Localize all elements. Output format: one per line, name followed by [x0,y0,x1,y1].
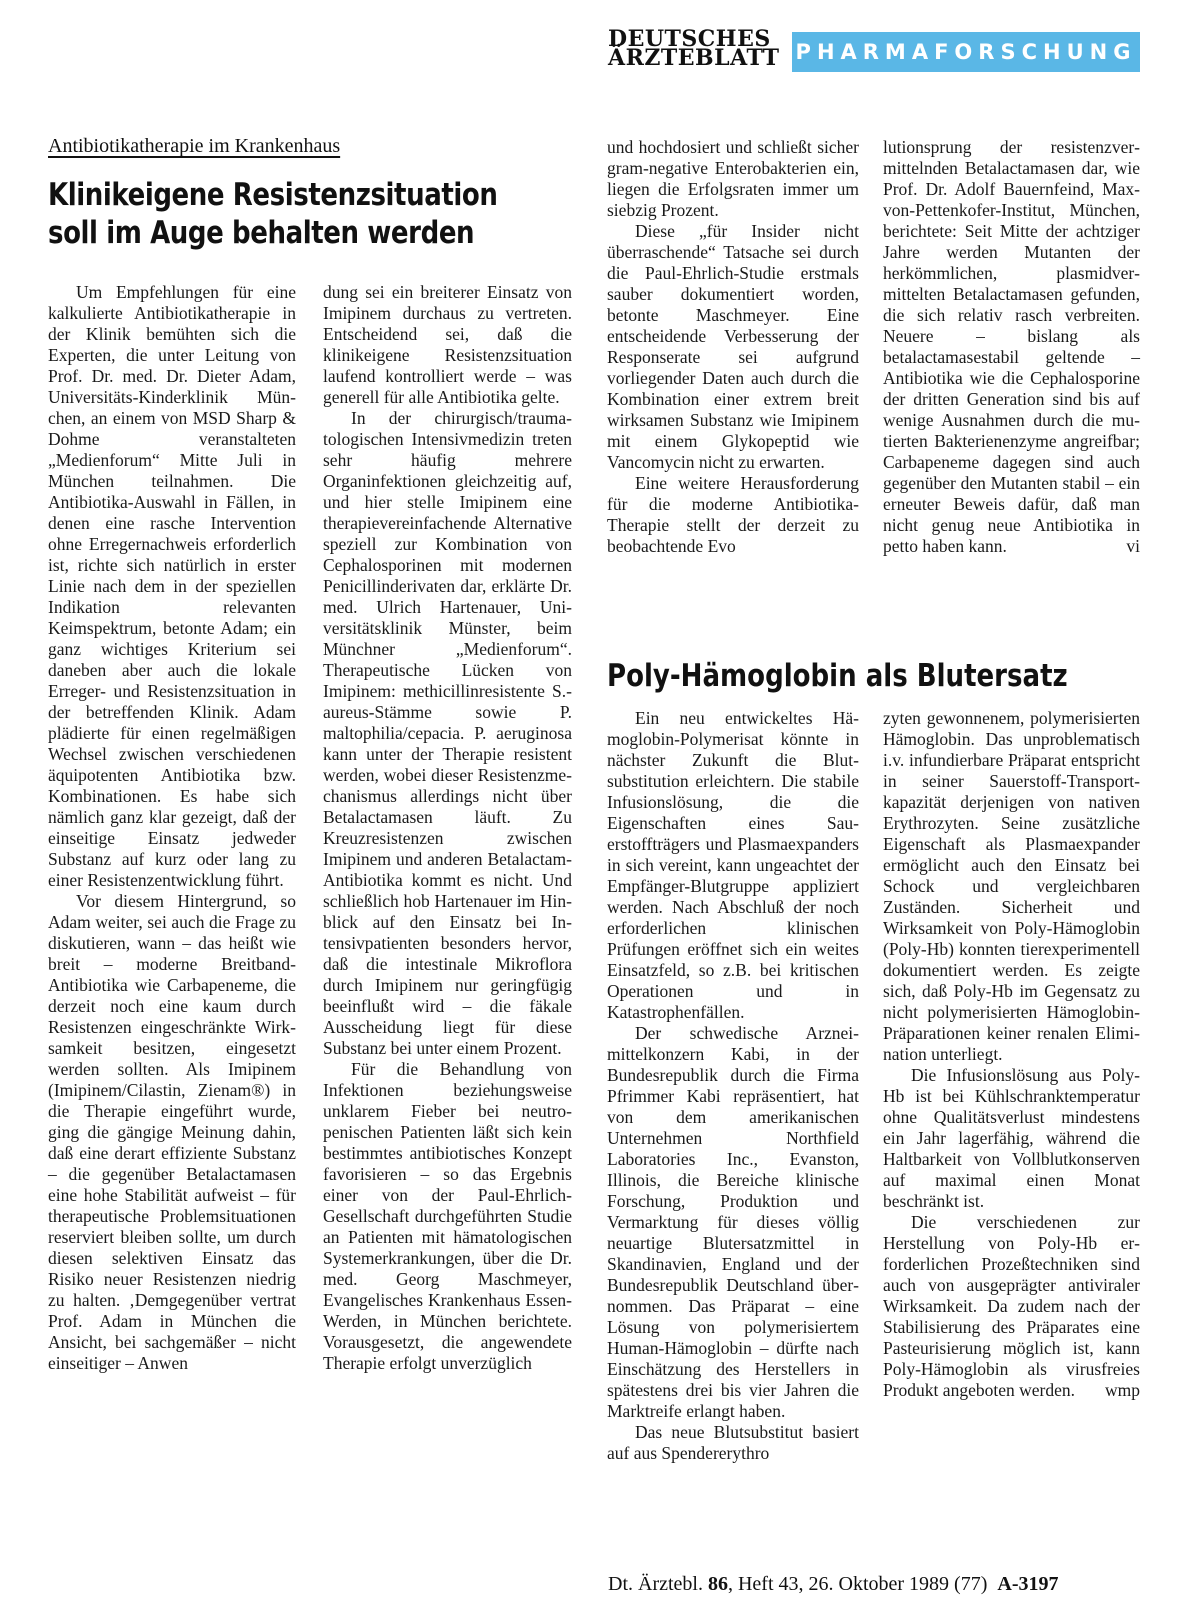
paragraph: und hochdosiert und schließt sicher gram-negative Enterobakterien ein, liegen die Erfolgsraten immer um siebzig Prozent. [607,137,859,220]
issue-date: , Heft 43, 26. Oktober 1989 (77) [727,1573,988,1595]
paragraph: Vor diesem Hintergrund, so Adam weiter, sei auch die Frage zu diskutieren, wann – das heißt wie breit – moderne Breitband-Antibiotika wie Carbapeneme, die derzeit noch eine kaum durch Resistenzen eingeschränkte Wirksamkeit besitzen, eingesetzt werden sollten. Als Imipinem (Imipinem/Cilastin, Zienam®) in die Therapie eingeführt wurde, ging die gängige Meinung dahin, daß eine derart effiziente Substanz – die gegenüber Betalactamasen eine hohe Stabilität aufweist – für therapeutische Problemsituationen reserviert bleiben sollte, um durch diesen selektiven Einsatz das Risiko neuer Resistenzen niedrig zu halten. ‚Demgegenüber vertrat Prof. Adam in München die Ansicht, bei sachgemäßer – nicht einseitiger – Anwen [48,891,296,1373]
paragraph: In der chirurgisch/traumatologischen Intensivmedizin treten sehr häufig mehrere Organinfektionen gleichzeitig auf, und hier stelle Imipinem eine therapievereinfachende Alternative speziell zur Kombination von Cephalosporinen mit modernen Penicillinderivaten dar, erklärte Dr. med. Ulrich Hartenauer, Universitätsklinik Münster, beim Münchner „Medienforum“. Therapeutische Lücken von Imipinem: methicillinresistente S.-aureus-Stämme sowie P. maltophilia/cepacia. P. aeruginosa kann unter der Therapie resistent werden, wobei dieser Resistenzmechanismus allerdings nicht über Betalactamasen läuft. Zu Kreuzresistenzen zwischen Imipinem und anderen Betalactam-Antibiotika kommt es nicht. Und schließlich hob Hartenauer im Hinblick auf den Einsatz bei Intensivpatienten besonders hervor, daß die intestinale Mikroflora durch Imipinem nur geringfügig beeinflußt wird – die fäkale Ausscheidung liegt für diese Substanz bei unter einem Prozent. [323,408,572,1058]
paragraph: Die Infusionslösung aus Poly-Hb ist bei Kühlschranktemperatur ohne Qualitätsverlust mindestens ein Jahr lagerfähig, während die Haltbarkeit von Vollblutkonserven auf maximal einen Monat beschränkt ist. [883,1065,1140,1211]
article2-column1 [607,708,859,1464]
author-signature: wmp [1105,1380,1140,1400]
headline-line2: soll im Auge behalten werden [48,215,475,251]
paragraph: Um Empfehlungen für eine kalkulierte Antibiotikatherapie in der Klinik bemühten sich die Experten, die unter Leitung von Prof. Dr. med. Dr. Dieter Adam, Universitäts-Kinderklinik München, an einem von MSD Sharp & Dohme veranstalteten „Medienforum“ Mitte Juli in München teilnahmen. Die Antibiotika-Auswahl in Fällen, in denen eine rasche Intervention ohne Erregernachweis erforderlich ist, richte sich natürlich in erster Linie nach dem in der speziellen Indikation relevanten Keimspektrum, betonte Adam; ein ganz wichtiges Kriterium sei daneben aber auch die lokale Erreger- und Resistenzsituation in der betreffenden Klinik. Adam plädierte für einen regelmäßigen Wechsel zwischen verschiedenen äquipotenten Antibiotika bzw. Kombinationen. Es habe sich nämlich ganz klar gezeigt, daß der einseitige Einsatz jedweder Substanz auf kurz oder lang zu einer Resistenzentwicklung führt. [48,282,296,890]
article-headline [48,176,498,252]
masthead-line2: ÄRZTEBLATT [608,45,780,71]
paragraph: Der schwedische Arzneimittelkonzern Kabi, in der Bundesrepublik durch die Firma Pfrimmer Kabi repräsentiert, hat von dem amerikanischen Unternehmen Northfield Laboratories Inc., Evanston, Illinois, die Bereiche klinische Forschung, Produktion und Vermarktung für dieses völlig neuartige Blutersatzmittel in Skandinavien, England und der Bundesrepublik Deutschland übernommen. Das Präparat – eine Lösung von polymerisiertem Human-Hämoglobin – dürfte nach Einschätzung des Herstellers in spätestens drei bis vier Jahren die Marktreife erlangt haben. [607,1023,859,1421]
paragraph-text: lutionsprung der resistenzvermittelnden Betalactamasen dar, wie Prof. Dr. Adolf Bauernfeind, Max-von-Pettenkofer-Institut, München, berichtete: Seit Mitte der achtziger Jahre werden Mutanten der herkömmlichen, plasmidvermittelten Betalactamasen gefunden, die sich relativ rasch verbreiten. Neuere – bislang als betalactamasestabil geltende – Antibiotika wie die Cephalosporine der dritten Generation sind bis auf wenige Ausnahmen durch die mutierten Bakterienenzyme angreifbar; Carbapeneme dagegen sind auch gegenüber den Mutanten stabil – ein erneuter Beweis dafür, daß man nicht genug neue Antibiotika in petto haben kann. [883,137,1140,556]
headline-line1: Klinikeigene Resistenzsituation [48,177,498,213]
paragraph: Eine weitere Herausforderung für die moderne Antibiotika-Therapie stellt der derzeit zu beobachtende Evo [607,473,859,556]
paragraph: zyten gewonnenem, polymerisierten Hämoglobin. Das unproblematisch i.v. infundierbare Präparat entspricht in seiner Sauerstoff-Transportkapazität derjenigen von nativen Erythrozyten. Seine zusätzliche Eigenschaft als Plasmaexpander ermöglicht auch den Einsatz bei Schock und vergleichbaren Zuständen. Sicherheit und Wirksamkeit von Poly-Hämoglobin (Poly-Hb) konnten tierexperimentell dokumentiert werden. Es zeigte sich, daß Poly-Hb im Gegensatz zu nicht polymerisierten Hämoglobin-Präparationen keiner renalen Elimination unterliegt. [883,708,1140,1064]
article1-column1 [48,282,296,1374]
section-label: PHARMAFORSCHUNG [792,32,1140,72]
article-kicker: Antibiotikatherapie im Krankenhaus [48,135,341,157]
paragraph: dung sei ein breiterer Einsatz von Imipinem durchaus zu vertreten. Entscheidend sei, daß die klinikeigene Resistenzsituation laufend kontrolliert werde – was generell für alle Antibiotika gelte. [323,282,572,407]
page-number: A-3197 [997,1573,1059,1595]
page-footer [608,1573,1138,1596]
article1-column3 [607,137,859,557]
article2-headline: Poly-Hämoglobin als Blutersatz [607,658,1068,694]
paragraph-text: Die verschiedenen zur Herstellung von Poly-Hb erforderlichen Prozeßtechniken sind auch von ausgeprägter antiviraler Wirksamkeit. Da zudem nach der Stabilisierung des Präparates eine Pasteurisierung möglich ist, kann Poly-Hämoglobin als virusfreies Produkt angeboten werden. [883,1212,1140,1400]
paragraph: Ein neu entwickeltes Hämoglobin-Polymerisat könnte in nächster Zukunft die Blutsubstitution erleichtern. Die stabile Infusionslösung, die die Eigenschaften eines Sauerstoffträgers und Plasmaexpanders in sich vereint, kann ungeachtet der Empfänger-Blutgruppe appliziert werden. Nach Abschluß der noch erforderlichen klinischen Prüfungen eröffnet sich ein weites Einsatzfeld, so z.B. bei kritischen Operationen und in Katastrophenfällen. [607,708,859,1022]
paragraph: Diese „für Insider nicht überraschende“ Tatsache sei durch die Paul-Ehrlich-Studie erstmals sauber dokumentiert worden, betonte Maschmeyer. Eine entscheidende Verbesserung der Responserate sei aufgrund vorliegender Daten auch durch die Kombination einer extrem breit wirksamen Substanz wie Imipinem mit einem Glykopeptid wie Vancomycin nicht zu erwarten. [607,221,859,472]
journal-volume: 86 [707,1573,728,1595]
masthead-logo [608,26,798,71]
article1-column4 [883,137,1140,557]
article1-column2 [323,282,572,1374]
journal-name: Dt. Ärztebl. [608,1573,703,1595]
paragraph [883,1212,1140,1401]
article2-column2 [883,708,1140,1401]
masthead-line1: DEUTSCHES [608,26,771,52]
author-signature: vi [1126,536,1140,556]
paragraph [883,137,1140,557]
paragraph: Für die Behandlung von Infektionen beziehungsweise unklarem Fieber bei neutropenischen Patienten läßt sich kein bestimmtes antibiotisches Konzept favorisieren – so das Ergebnis einer von der Paul-Ehrlich-Gesellschaft durchgeführten Studie an Patienten mit hämatologischen Systemerkrankungen, über die Dr. med. Georg Maschmeyer, Evangelisches Krankenhaus Essen-Werden, in München berichtete. Vorausgesetzt, die angewendete Therapie erfolgt unverzüglich [323,1059,572,1373]
paragraph: Das neue Blutsubstitut basiert auf aus Spendererythro [607,1422,859,1463]
